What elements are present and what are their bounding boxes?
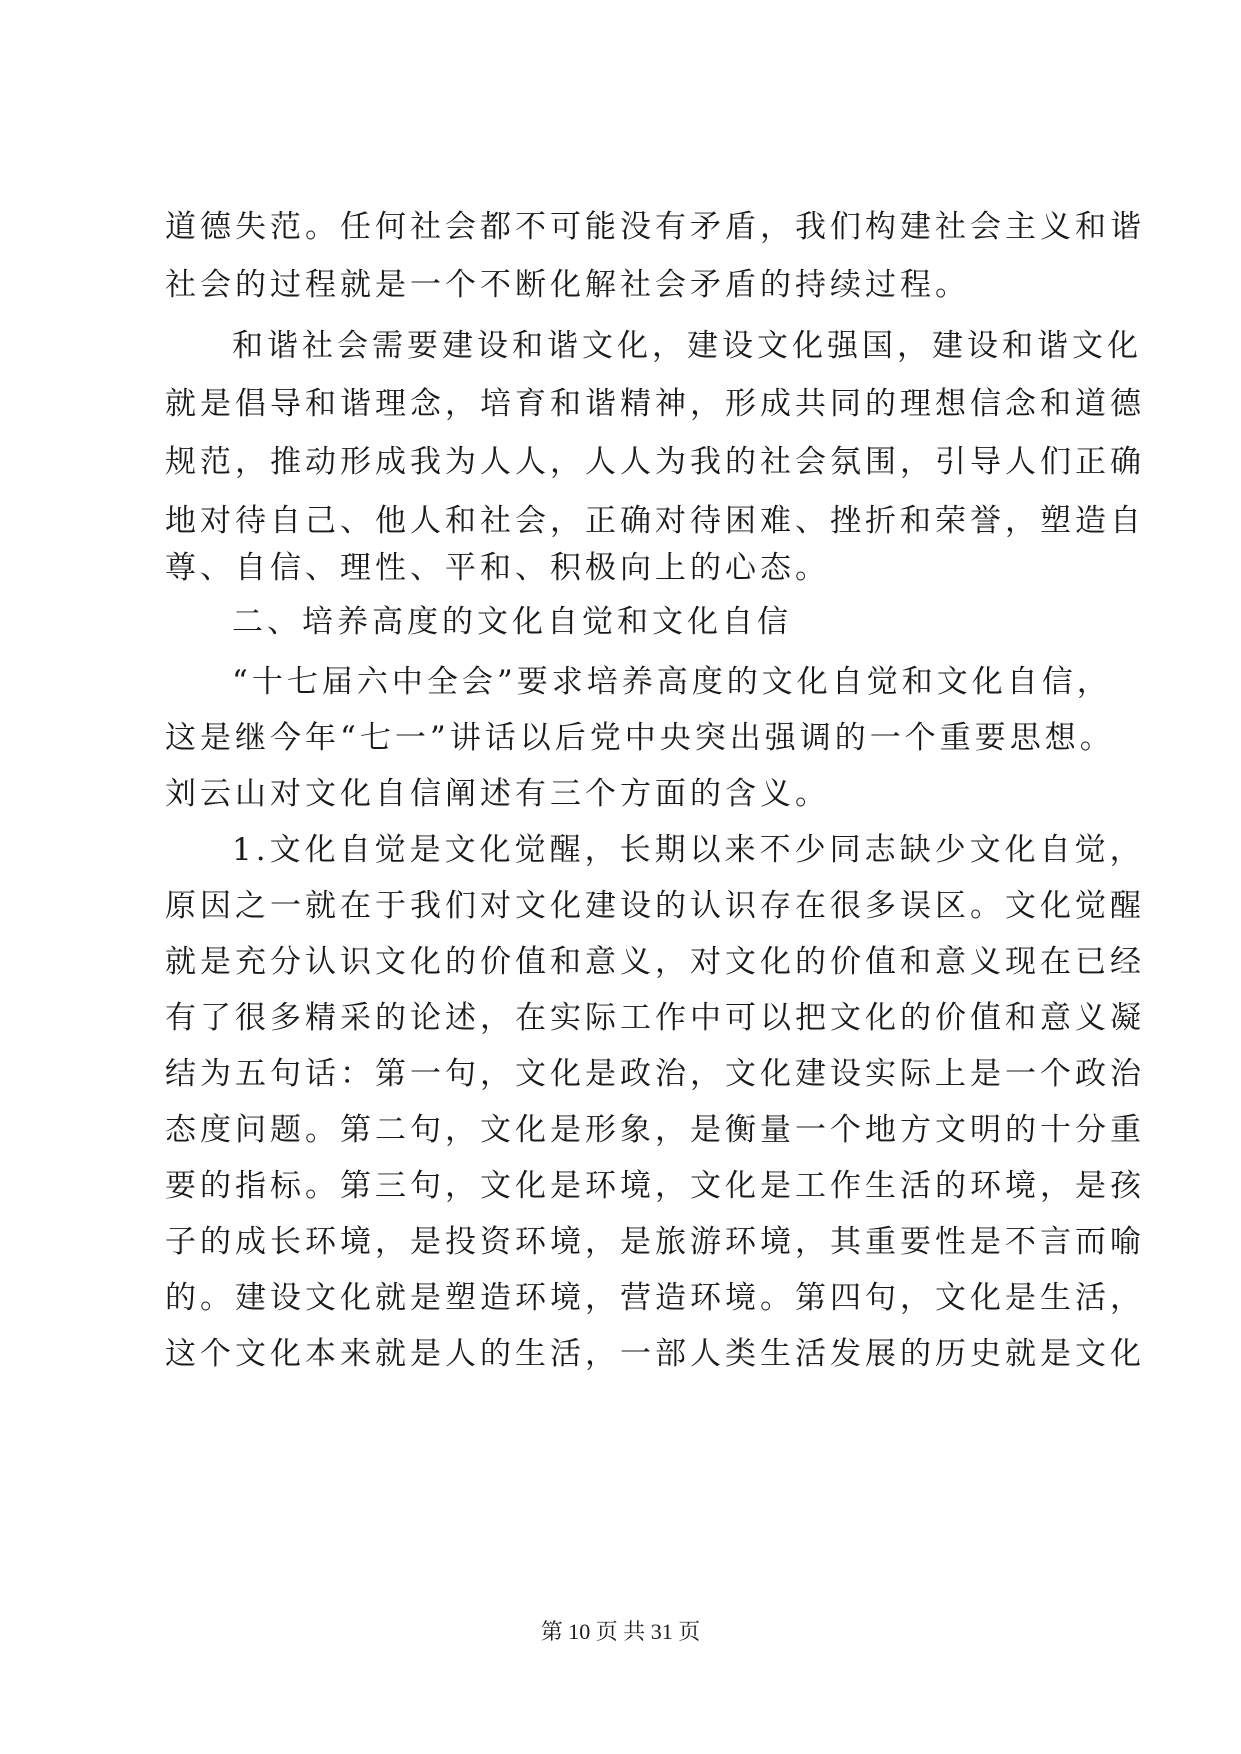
- body-line-5: 规范，推动形成我为人人，人人为我的社会氛围，引导人们正确: [165, 444, 1145, 480]
- page-number-footer: 第 10 页 共 31 页: [540, 1619, 701, 1644]
- paragraph-start-line: “十七届六中全会”要求培养高度的文化自觉和文化自信，: [232, 664, 1112, 700]
- body-line-15: 有了很多精采的论述，在实际工作中可以把文化的价值和意义凝: [165, 1000, 1145, 1036]
- body-line-13: 原因之一就在于我们对文化建设的认识存在很多误区。文化觉醒: [165, 888, 1145, 924]
- body-line-6: 地对待自己、他人和社会，正确对待困难、挫折和荣誉，塑造自: [165, 503, 1145, 539]
- section-heading: 二、培养高度的文化自觉和文化自信: [232, 604, 792, 640]
- body-line-19: 子的成长环境，是投资环境，是旅游环境，其重要性是不言而喻: [165, 1224, 1145, 1260]
- paragraph-start-line: 1.文化自觉是文化觉醒，长期以来不少同志缺少文化自觉，: [232, 832, 1145, 868]
- body-line-11: 刘云山对文化自信阐述有三个方面的含义。: [165, 776, 830, 812]
- body-line-1: 道德失范。任何社会都不可能没有矛盾，我们构建社会主义和谐: [165, 209, 1145, 245]
- body-line-16: 结为五句话：第一句，文化是政治，文化建设实际上是一个政治: [165, 1056, 1145, 1092]
- body-line-10: 这是继今年“七一”讲话以后党中央突出强调的一个重要思想。: [165, 720, 1115, 756]
- body-line-18: 要的指标。第三句，文化是环境，文化是工作生活的环境，是孩: [165, 1168, 1145, 1204]
- body-line-21: 这个文化本来就是人的生活，一部人类生活发展的历史就是文化: [165, 1336, 1145, 1372]
- body-line-17: 态度问题。第二句，文化是形象，是衡量一个地方文明的十分重: [165, 1112, 1145, 1148]
- body-line-7: 尊、自信、理性、平和、积极向上的心态。: [165, 550, 830, 586]
- body-line-4: 就是倡导和谐理念，培育和谐精神，形成共同的理想信念和道德: [165, 386, 1145, 422]
- body-line-20: 的。建设文化就是塑造环境，营造环境。第四句，文化是生活，: [165, 1280, 1145, 1316]
- paragraph-start-line: 和谐社会需要建设和谐文化，建设文化强国，建设和谐文化: [232, 328, 1142, 364]
- body-line-2: 社会的过程就是一个不断化解社会矛盾的持续过程。: [165, 267, 970, 303]
- body-line-14: 就是充分认识文化的价值和意义，对文化的价值和意义现在已经: [165, 944, 1145, 980]
